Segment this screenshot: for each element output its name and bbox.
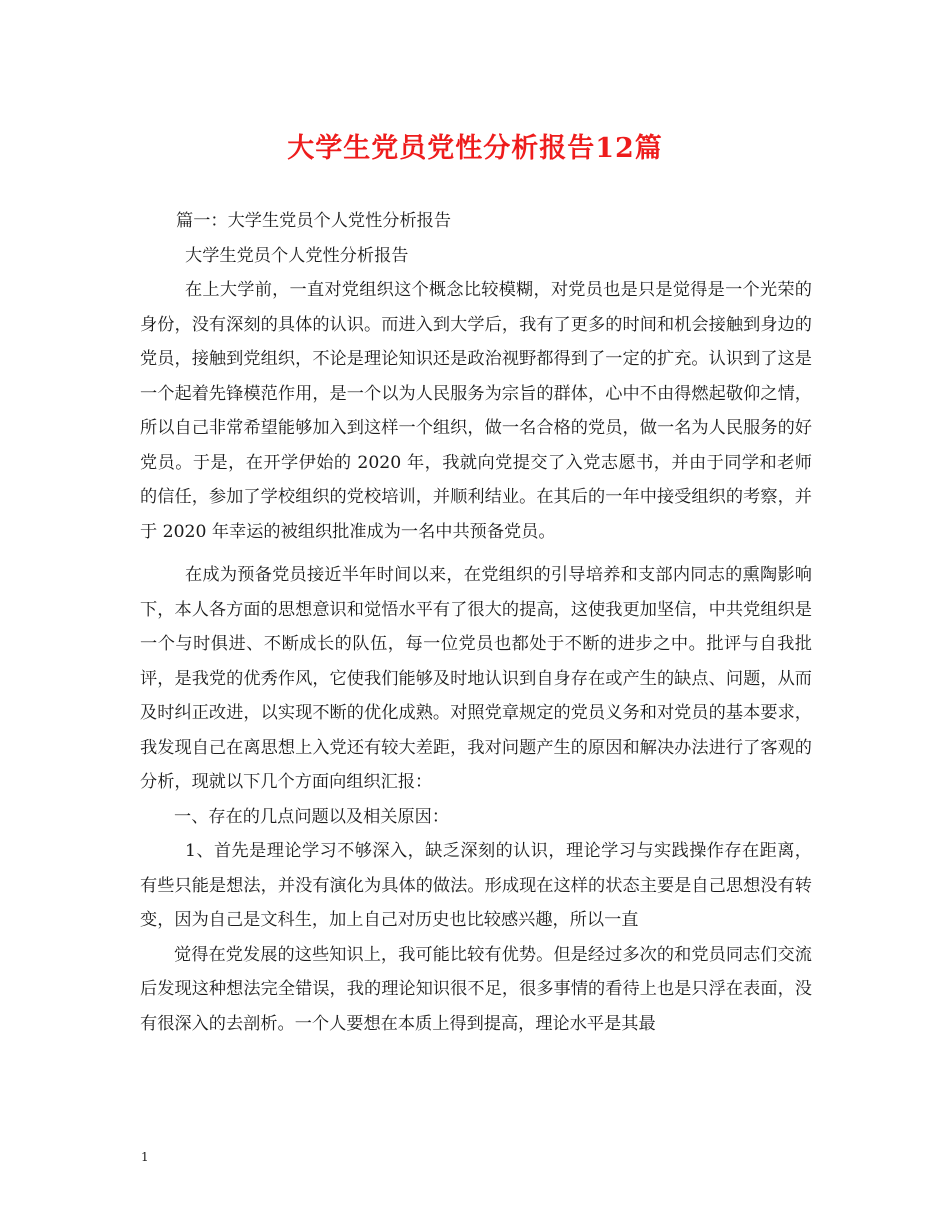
document-body	[140, 204, 812, 1041]
paragraph: 在成为预备党员接近半年时间以来，在党组织的引导培养和支部内同志的熏陶影响下，本人各方面的思想意识和觉悟水平有了很大的提高，这使我更加坚信，中共党组织是一个与时俱进、不断成长的队伍，每一位党员也都处于不断的进步之中。批评与自我批评，是我党的优秀作风，它使我们能够及时地认识到自身存在或产生的缺点、问题，从而及时纠正改进，以实现不断的优化成熟。对照党章规定的党员义务和对党员的基本要求，我发现自己在离思想上入党还有较大差距，我对问题产生的原因和解决办法进行了客观的分析，现就以下几个方面向组织汇报：	[140, 565, 812, 792]
report-subheading: 大学生党员个人党性分析报告	[185, 245, 409, 266]
section-heading: 一、存在的几点问题以及相关原因：	[174, 806, 450, 827]
page-number: 1	[141, 1150, 149, 1164]
document-title: 大学生党员党性分析报告12篇	[287, 133, 663, 164]
paragraph-continuation: 觉得在党发展的这些知识上，我可能比较有优势。但是经过多次的和党员同志们交流后发现这种想法完全错误，我的理论知识很不足，很多事情的看待上也是只浮在表面，没有很深入的去剖析。一个人要想在本质上得到提高，理论水平是其最	[140, 944, 812, 1034]
chapter-heading: 篇一：大学生党员个人党性分析报告	[176, 211, 452, 231]
paragraph: 在上大学前，一直对党组织这个概念比较模糊，对党员也是只是觉得是一个光荣的身份，没有深刻的具体的认识。而进入到大学后，我有了更多的时间和机会接触到身边的党员，接触到党组织，不论是理论知识还是政治视野都得到了一定的扩充。认识到了这是一个起着先锋模范作用，是一个以为人民服务为宗旨的群体，心中不由得燃起敬仰之情，所以自己非常希望能够加入到这样一个组织，做一名合格的党员，做一名为人民服务的好党员。于是，在开学伊始的 2020 年，我就向党提交了入党志愿书，并由于同学和老师的信任，参加了学校组织的党校培训，并顺利结业。在其后的一年中接受组织的考察，并于 2020 年幸运的被组织批准成为一名中共预备党员。	[140, 280, 812, 542]
list-item: 1、首先是理论学习不够深入，缺乏深刻的认识，理论学习与实践操作存在距离，有些只能是想法，并没有演化为具体的做法。形成现在这样的状态主要是自己思想没有转变，因为自己是文科生，加上自己对历史也比较感兴趣，所以一直	[140, 841, 812, 930]
